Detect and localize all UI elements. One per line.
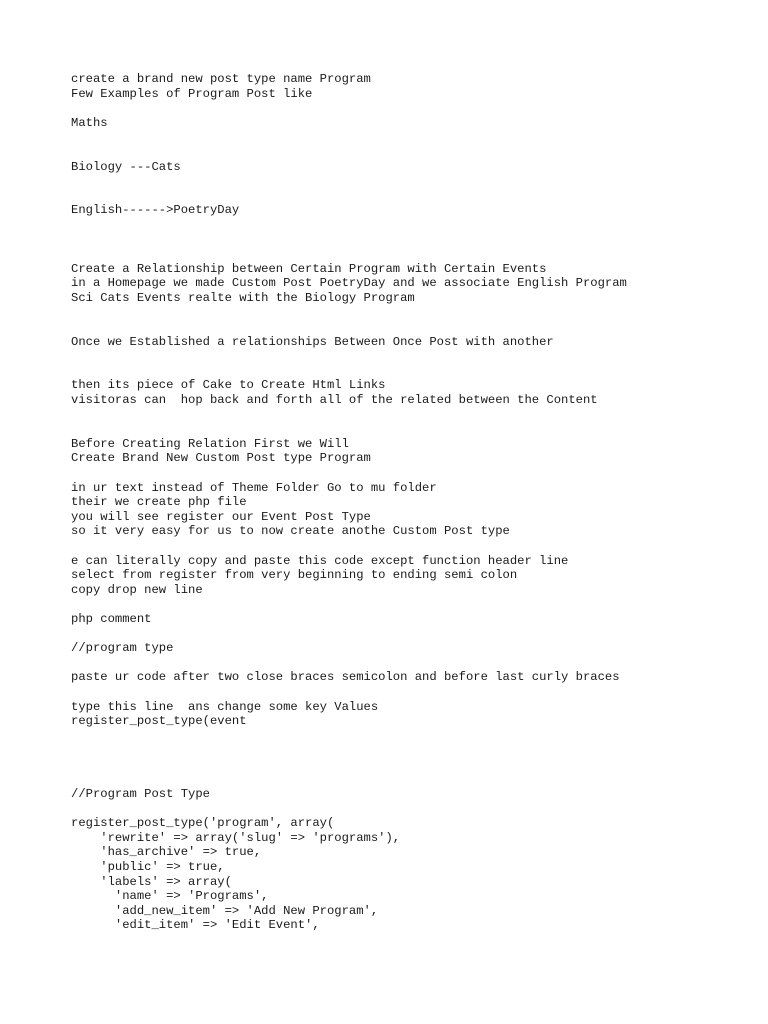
document-body-text: create a brand new post type name Program Few Examples of Program Post like Maths Biology ---Cats English------>PoetryDay Create a Relationship between Certain Program with Certain Events in a Homepage we made Custom Post PoetryDay and we associate English Program Sci Cats Events realte with the Biology Program Once we Established a relationships Between Once Post with another then its piece of Cake to Create Html Links visitoras can hop back and forth all of the related between the Content Before Creating Relation First we Will Create Brand New Custom Post type Program in ur text instead of Theme Folder Go to mu folder their we create php file you will see register our Event Post Type so it very easy for us to now create anothe Custom Post type e can literally copy and paste this code except function header line select from register from very beginning to ending semi colon copy drop new line php comment //program type paste ur code after two close braces semicolon and before last curly braces type this line ans change some key Values register_post_type(event //Program Post Type register_post_type('program', array( 'rewrite' => array('slug' => 'programs'), 'has_archive' => true, 'public' => true, 'labels' => array( 'name' => 'Programs', 'add_new_item' => 'Add New Program', 'edit_item' => 'Edit Event',: [71, 72, 627, 933]
